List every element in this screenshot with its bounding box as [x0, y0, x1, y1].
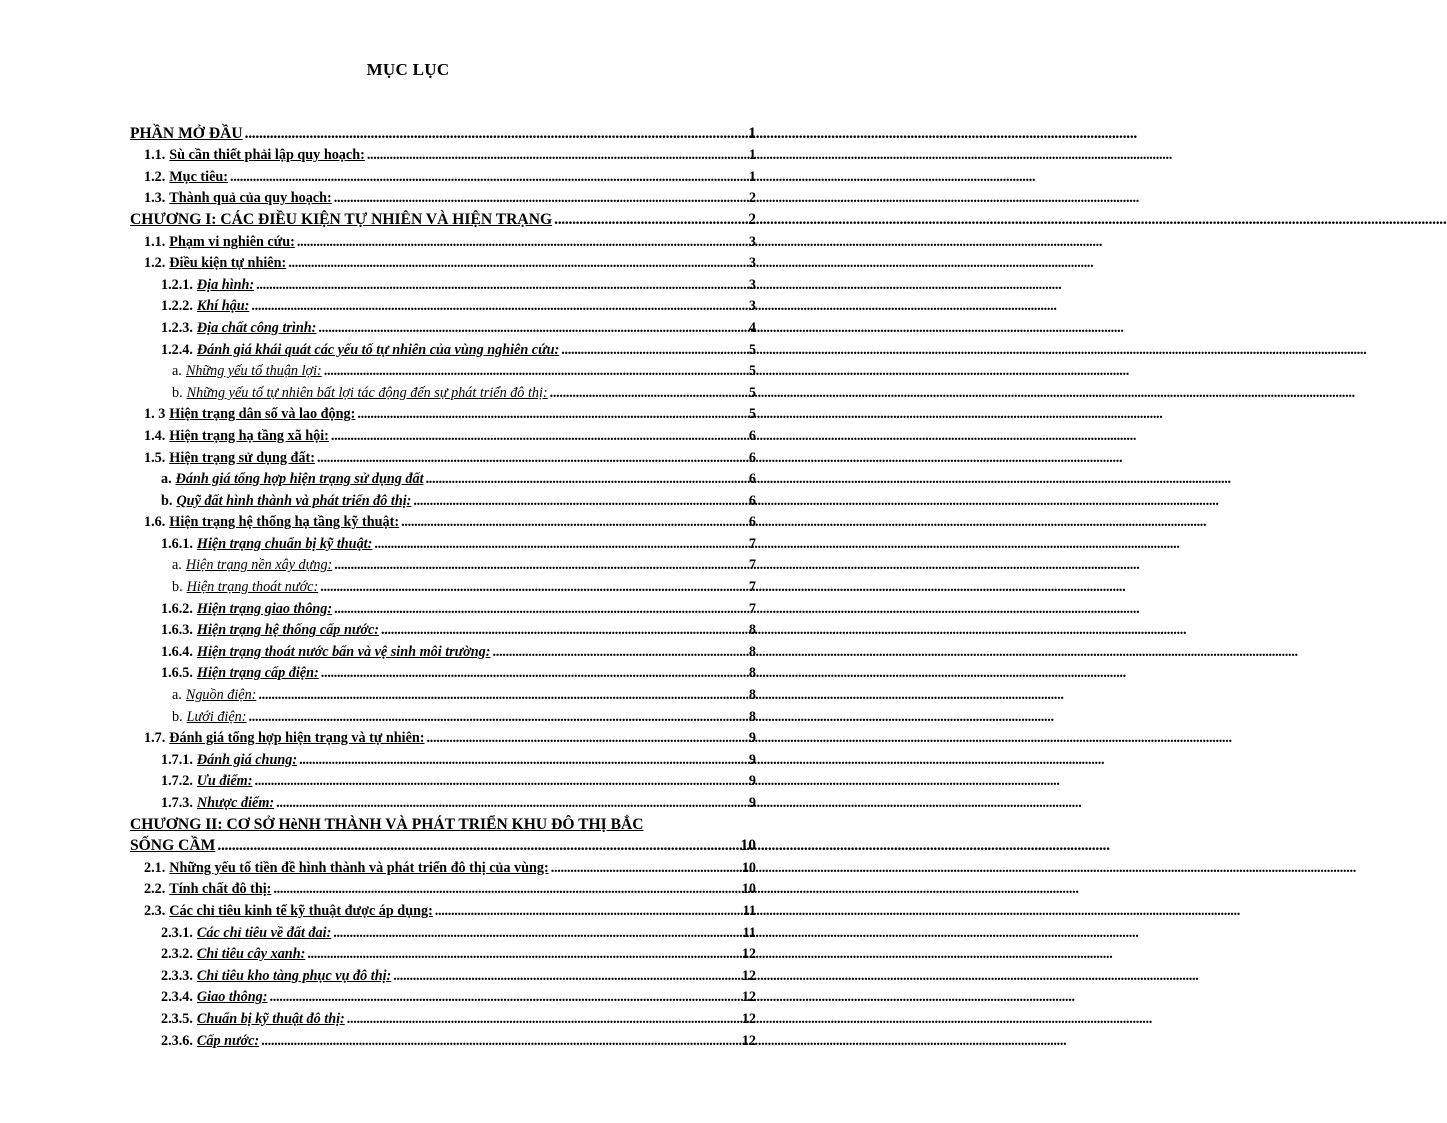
toc-entry[interactable] — [130, 1005, 756, 1027]
toc-entry-number: 2.3. — [144, 902, 166, 919]
dot-leader — [316, 320, 749, 336]
toc-entry[interactable] — [130, 595, 756, 617]
dot-leader — [243, 126, 749, 142]
toc-entry[interactable] — [130, 876, 756, 898]
dot-leader — [331, 925, 742, 941]
dot-leader — [305, 946, 742, 962]
toc-page-number: 10 — [741, 859, 756, 876]
toc-entry-number: b. — [172, 384, 183, 401]
toc-page-number: 5 — [748, 384, 756, 401]
dot-leader — [252, 773, 748, 789]
toc-entry-link[interactable]: PHẦN MỞ ĐẦU — [130, 124, 243, 142]
toc-entry-number: 1.2. — [144, 168, 166, 185]
toc-entry-number: 1.7.3. — [161, 795, 193, 811]
toc-page-number: 6 — [748, 471, 756, 488]
toc-page-number: 12 — [741, 946, 756, 963]
dot-leader — [271, 881, 741, 897]
toc-entry[interactable] — [130, 185, 756, 207]
toc-entry[interactable] — [130, 638, 756, 660]
toc-entry[interactable] — [130, 487, 756, 509]
toc-entry[interactable] — [130, 833, 756, 855]
toc-entry-link[interactable]: Cấp nước: — [196, 1032, 260, 1049]
toc-entry[interactable] — [130, 444, 756, 466]
toc-entry-number: 1.4. — [144, 427, 166, 444]
dot-leader — [228, 169, 749, 185]
dot-leader — [332, 190, 749, 206]
toc-entry[interactable] — [130, 422, 756, 444]
dot-leader — [332, 601, 749, 617]
toc-entry[interactable] — [130, 314, 756, 336]
toc-entry-number: 1.2. — [144, 255, 166, 272]
dot-leader — [286, 255, 749, 271]
toc-entry-link[interactable]: Hiện trạng chuẩn bị kỹ thuật: — [196, 535, 373, 552]
toc-entry-link[interactable]: Hiện trạng hạ tầng xã hội: — [169, 427, 329, 444]
toc-page-number: 6 — [748, 449, 756, 466]
toc-entry-number: 1.2.1. — [161, 276, 193, 293]
toc-entry[interactable] — [130, 530, 756, 552]
dot-leader — [433, 903, 743, 919]
toc-entry[interactable] — [130, 681, 756, 703]
toc-entry-number: 1.1. — [144, 233, 166, 250]
toc-entry[interactable] — [130, 509, 756, 531]
toc-entry-link[interactable]: Những yếu tố tự nhiên bất lợi tác động đến sự phát triển đô thị: — [186, 384, 548, 401]
toc-entry[interactable] — [130, 919, 756, 941]
toc-entry[interactable] — [130, 962, 756, 984]
toc-entry-number: 1.2.3. — [161, 319, 193, 336]
dot-leader — [267, 989, 741, 1005]
dot-leader — [246, 709, 748, 725]
toc-page-number: 9 — [748, 751, 756, 768]
dot-leader — [215, 838, 740, 854]
toc-entry-number: 1.3. — [144, 190, 166, 207]
toc-entry-number: 2.3.6. — [161, 1032, 193, 1049]
toc-page-number: 7 — [748, 600, 756, 617]
toc-entry[interactable] — [130, 768, 756, 790]
toc-page-number: 9 — [748, 773, 756, 790]
toc-page-number: 7 — [748, 535, 756, 552]
toc-entry[interactable] — [130, 617, 756, 639]
toc-entry-link[interactable]: Các chỉ tiêu về đất đai: — [196, 924, 332, 941]
toc-entry-link[interactable]: Địa chất công trình: — [196, 319, 317, 336]
toc-entry-link[interactable]: Địa hình: — [196, 276, 255, 293]
toc-entry-number: 1.7.2. — [161, 773, 193, 790]
toc-entry-link[interactable]: Đánh giá tổng hợp hiện trạng sử dụng đất — [175, 471, 424, 488]
toc-entry-link[interactable]: Ưu điểm: — [196, 773, 253, 790]
toc-entry-link[interactable]: Phạm vi nghiên cứu: — [169, 233, 295, 250]
toc-entry[interactable] — [130, 854, 756, 876]
toc-entry-number: 1.2.4. — [161, 341, 193, 358]
toc-page-number: 3 — [748, 233, 756, 250]
dot-leader — [399, 514, 749, 530]
toc-page-number: 5 — [748, 406, 756, 423]
toc-page-number: 3 — [748, 298, 756, 315]
toc-page-number: 2 — [748, 210, 756, 228]
toc-entry-link[interactable]: SỐNG CẦM — [130, 837, 216, 855]
toc-entry-link[interactable]: Điều kiện tự nhiên: — [169, 255, 287, 272]
toc-page-number: 8 — [748, 708, 756, 725]
dot-leader — [552, 212, 748, 228]
toc-entry-link[interactable]: Lưới điện: — [186, 708, 247, 725]
table-of-contents — [130, 120, 756, 1049]
toc-page-number: 7 — [748, 579, 756, 596]
toc-entry[interactable] — [130, 897, 756, 919]
dot-leader — [259, 1033, 742, 1049]
toc-entry-number: a. — [172, 363, 182, 380]
toc-entry[interactable] — [130, 466, 756, 488]
dot-leader — [319, 665, 749, 681]
toc-page-number: 1 — [748, 168, 756, 185]
dot-leader — [318, 579, 749, 595]
toc-entry-number: 1.6.3. — [161, 622, 193, 639]
toc-entry[interactable] — [130, 660, 756, 682]
dot-leader — [254, 277, 749, 293]
toc-entry-link[interactable]: Hiện trạng hệ thống cấp nước: — [196, 622, 379, 639]
toc-entry-number: 1.7.1. — [161, 751, 193, 768]
toc-entry-number: a. — [161, 471, 172, 488]
toc-entry-link[interactable]: Hiện trạng thoát nước: — [186, 579, 319, 596]
toc-entry-number: b. — [161, 492, 173, 509]
toc-entry-link[interactable]: Hiện trạng hệ thống hạ tầng kỹ thuật: — [169, 514, 400, 531]
toc-page-number: 8 — [748, 665, 756, 682]
toc-page-number: 12 — [741, 967, 756, 984]
toc-page-number: 6 — [748, 492, 756, 509]
toc-entry-link[interactable]: Hiện trạng thoát nước bẩn và vệ sinh môi trường: — [196, 643, 491, 660]
toc-entry[interactable] — [130, 725, 756, 747]
toc-page-number: 8 — [748, 687, 756, 704]
toc-entry-number: 2.2. — [144, 881, 166, 898]
toc-page-number: 10 — [740, 837, 756, 855]
toc-entry[interactable] — [130, 703, 756, 725]
toc-page-number: 6 — [748, 427, 756, 444]
toc-entry[interactable] — [130, 250, 756, 272]
toc-entry-link[interactable]: Chuẩn bị kỹ thuật đô thị: — [196, 1010, 345, 1027]
toc-entry-link[interactable]: Hiện trạng sử dụng đất: — [169, 449, 315, 466]
toc-entry-link[interactable]: Đánh giá khái quát các yếu tố tự nhiên của vùng nghiên cứu: — [196, 341, 560, 358]
toc-entry[interactable] — [130, 163, 756, 185]
toc-entry-number: 1.6.4. — [161, 643, 193, 660]
toc-entry-link[interactable]: Các chỉ tiêu kinh tế kỹ thuật được áp dụng: — [169, 902, 433, 919]
toc-entry[interactable] — [130, 746, 756, 768]
dot-leader — [559, 342, 749, 358]
toc-entry[interactable] — [130, 142, 756, 164]
toc-entry[interactable] — [130, 811, 756, 833]
toc-entry-number: 1.2.2. — [161, 298, 193, 315]
dot-leader — [274, 795, 749, 811]
toc-entry[interactable] — [130, 941, 756, 963]
toc-entry-number: 2.3.3. — [161, 967, 193, 984]
toc-entry-number: 1.1. — [144, 147, 166, 164]
toc-entry-link[interactable]: Hiện trạng cấp điện: — [196, 665, 319, 682]
toc-entry-link[interactable]: Nguồn điện: — [185, 687, 257, 704]
dot-leader — [355, 406, 749, 422]
toc-entry[interactable] — [130, 1027, 756, 1049]
toc-entry-link[interactable]: Chỉ tiêu cây xanh: — [196, 946, 306, 963]
dot-leader — [379, 622, 749, 638]
dot-leader — [329, 428, 749, 444]
toc-page-number: 11 — [742, 902, 756, 919]
dot-leader — [372, 536, 749, 552]
toc-page-number: 7 — [748, 557, 756, 574]
toc-entry-link[interactable]: Những yếu tố tiền đề hình thành và phát triển đô thị của vùng: — [169, 859, 549, 876]
dot-leader — [249, 298, 749, 314]
toc-entry-link[interactable]: Đánh giá chung: — [196, 751, 298, 768]
toc-entry-number: 2.3.4. — [161, 989, 193, 1006]
toc-entry-link[interactable]: Hiện trạng giao thông: — [196, 600, 333, 617]
toc-entry[interactable] — [130, 271, 756, 293]
toc-entry-link[interactable]: Hiện trạng dân số và lao động: — [169, 406, 356, 423]
toc-page-number: 12 — [741, 989, 756, 1006]
toc-entry-number: 2.3.1. — [161, 924, 193, 941]
toc-entry-number: 1.5. — [144, 449, 166, 466]
toc-page-number: 3 — [748, 276, 756, 293]
dot-leader — [345, 1011, 742, 1027]
toc-entry-number: b. — [172, 708, 183, 725]
dot-leader — [322, 363, 749, 379]
toc-entry[interactable] — [130, 552, 756, 574]
toc-page-number: 1 — [748, 124, 756, 142]
dot-leader — [365, 147, 749, 163]
toc-entry-number: 1.7. — [144, 730, 166, 747]
toc-page-number: 9 — [748, 730, 756, 747]
toc-entry-number: 1.6. — [144, 514, 166, 531]
dot-leader — [315, 450, 749, 466]
toc-entry-number: 2.3.2. — [161, 946, 193, 963]
toc-page-number: 9 — [748, 795, 756, 811]
toc-page-number: 8 — [748, 622, 756, 639]
toc-entry-link[interactable]: Mục tiêu: — [169, 168, 228, 185]
toc-entry-number: 1.6.5. — [161, 665, 193, 682]
toc-entry[interactable] — [130, 379, 756, 401]
toc-entry-link[interactable]: Thành quả của quy hoạch: — [169, 190, 332, 207]
toc-entry[interactable] — [130, 293, 756, 315]
toc-entry-link[interactable]: Sù cần thiết phải lập quy hoạch: — [169, 147, 365, 164]
toc-page-number: 12 — [741, 1032, 756, 1049]
toc-entry[interactable] — [130, 573, 756, 595]
dot-leader — [549, 860, 742, 876]
toc-page-number: 12 — [741, 1010, 756, 1027]
toc-entry-link[interactable]: Giao thông: — [196, 989, 268, 1006]
toc-entry-link[interactable]: CHƯƠNG I: CÁC ĐIỀU KIỆN TỰ NHIÊN VÀ HIỆN TRẠNG — [130, 210, 553, 228]
dot-leader — [297, 752, 749, 768]
toc-page-number: 1 — [748, 147, 756, 164]
toc-entry-link[interactable]: Quỹ đất hình thành và phát triển đô thị: — [176, 492, 412, 509]
toc-entry-number: 2.3.5. — [161, 1010, 193, 1027]
toc-page-number: 5 — [748, 341, 756, 358]
toc-entry-number: a. — [172, 687, 182, 704]
toc-entry[interactable] — [130, 120, 756, 142]
toc-entry-link[interactable]: Hiện trạng nền xây dựng: — [185, 557, 333, 574]
toc-entry-number: 2.1. — [144, 859, 166, 876]
dot-leader — [391, 968, 742, 984]
toc-entry[interactable] — [130, 228, 756, 250]
toc-entry-number: 1.6.1. — [161, 535, 193, 552]
toc-entry-link[interactable]: Những yếu tố thuận lợi: — [185, 363, 322, 380]
toc-page-number: 11 — [742, 924, 756, 941]
toc-entry[interactable] — [130, 789, 756, 811]
toc-page-number: 10 — [741, 881, 756, 898]
toc-entry-link[interactable]: Tính chất đô thị: — [169, 881, 272, 898]
toc-entry[interactable] — [130, 336, 756, 358]
dot-leader — [425, 730, 749, 746]
dot-leader — [295, 234, 749, 250]
toc-entry-link[interactable]: Đánh giá tổng hợp hiện trạng và tự nhiên: — [169, 730, 425, 747]
toc-entry-number: a. — [172, 557, 182, 574]
dot-leader — [424, 471, 749, 487]
toc-entry-link[interactable]: CHƯƠNG II: CƠ SỞ HèNH THÀNH VÀ PHÁT TRIỂN KHU ĐÔ THỊ BẮC — [130, 815, 644, 833]
dot-leader — [548, 385, 749, 401]
dot-leader — [256, 687, 749, 703]
page-title: MỤC LỤC — [366, 60, 450, 79]
toc-entry-link[interactable]: Nhược điểm: — [196, 795, 275, 811]
toc-entry[interactable] — [130, 206, 756, 228]
toc-entry-link[interactable]: Chỉ tiêu kho tàng phục vụ đô thị: — [196, 967, 392, 984]
toc-entry[interactable] — [130, 358, 756, 380]
toc-entry-link[interactable]: Khí hậu: — [196, 298, 250, 315]
toc-entry-number: 1. 3 — [144, 406, 166, 423]
toc-page-number: 3 — [748, 255, 756, 272]
toc-page-number: 2 — [748, 190, 756, 207]
toc-entry[interactable] — [130, 984, 756, 1006]
toc-entry-number: b. — [172, 579, 183, 596]
toc-page-number: 5 — [748, 363, 756, 380]
toc-entry[interactable] — [130, 401, 756, 423]
toc-page-number: 4 — [748, 319, 756, 336]
toc-page-number: 6 — [748, 514, 756, 531]
dot-leader — [411, 493, 749, 509]
toc-page-number: 8 — [748, 643, 756, 660]
dot-leader — [490, 644, 748, 660]
dot-leader — [332, 557, 749, 573]
toc-entry-number: 1.6.2. — [161, 600, 193, 617]
